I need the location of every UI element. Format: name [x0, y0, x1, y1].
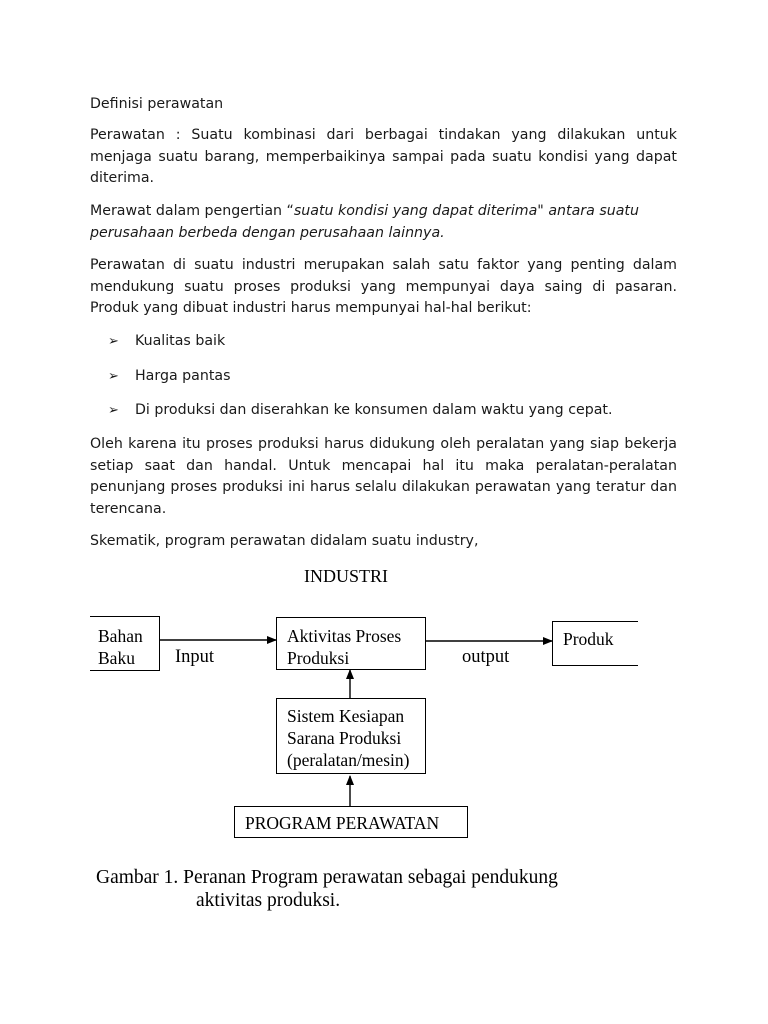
box-program-label: PROGRAM PERAWATAN — [245, 813, 440, 833]
box-aktivitas-proses — [276, 617, 426, 670]
box-bahan-line2: Baku — [98, 648, 135, 668]
arrow-bullet-icon: ➢ — [108, 403, 119, 418]
box-sistem-line2: Sarana Produksi — [287, 728, 402, 748]
caption-line1: Gambar 1. Peranan Program perawatan sebagai pendukung — [96, 867, 558, 888]
box-bahan-line1: Bahan — [98, 626, 143, 646]
section-heading: Definisi perawatan — [90, 96, 224, 112]
list-item-text: Di produksi dan diserahkan ke konsumen dalam waktu yang cepat. — [135, 402, 613, 418]
paragraph-oleh: Oleh karena itu proses produksi harus didukung oleh peralatan yang siap bekerja setiap saat dan handal. Untuk mencapai hal itu maka peralatan-peralatan penunjang proses produksi ini harus selalu dilakukan perawatan yang teratur dan terencana. — [90, 436, 677, 517]
box-aktivitas-line1: Aktivitas Proses — [287, 626, 402, 646]
label-output: output — [462, 647, 510, 667]
figure-caption — [96, 866, 656, 912]
list-item-text: Kualitas baik — [135, 333, 226, 349]
box-aktivitas-line2: Produksi — [287, 648, 350, 668]
box-program-perawatan — [234, 806, 468, 838]
box-sistem-line1: Sistem Kesiapan — [287, 706, 405, 726]
paragraph-definition: Perawatan : Suatu kombinasi dari berbagai tindakan yang dilakukan untuk menjaga suatu barang, memperbaikinya sampai pada suatu kondisi yang dapat diterima. — [90, 127, 677, 186]
label-input: Input — [175, 647, 215, 667]
paragraph-skematik: Skematik, program perawatan didalam suatu industry, — [90, 533, 479, 549]
paragraph-industri: Perawatan di suatu industri merupakan salah satu faktor yang penting dalam mendukung suatu proses produksi yang mempunyai daya saing di pasaran. Produk yang dibuat industri harus mempunyai hal-hal berikut: — [90, 257, 677, 316]
box-sistem-kesiapan — [276, 698, 426, 774]
paragraph-merawat-prefix: Merawat dalam pengertian “ — [90, 203, 294, 219]
diagram-title: INDUSTRI — [304, 566, 388, 586]
box-bahan-baku — [90, 616, 160, 671]
box-sistem-line3: (peralatan/mesin) — [287, 750, 410, 770]
caption-line2: aktivitas produksi. — [196, 890, 341, 911]
list-item-text: Harga pantas — [135, 368, 231, 384]
arrow-bullet-icon: ➢ — [108, 369, 119, 384]
arrow-bullet-icon: ➢ — [108, 334, 119, 349]
box-produk-label: Produk — [563, 629, 614, 649]
box-produk — [552, 621, 638, 666]
paragraph-merawat-italic: suatu kondisi yang dapat diterima" antara suatu perusahaan berbeda dengan perusahaan lainnya. — [90, 203, 639, 241]
